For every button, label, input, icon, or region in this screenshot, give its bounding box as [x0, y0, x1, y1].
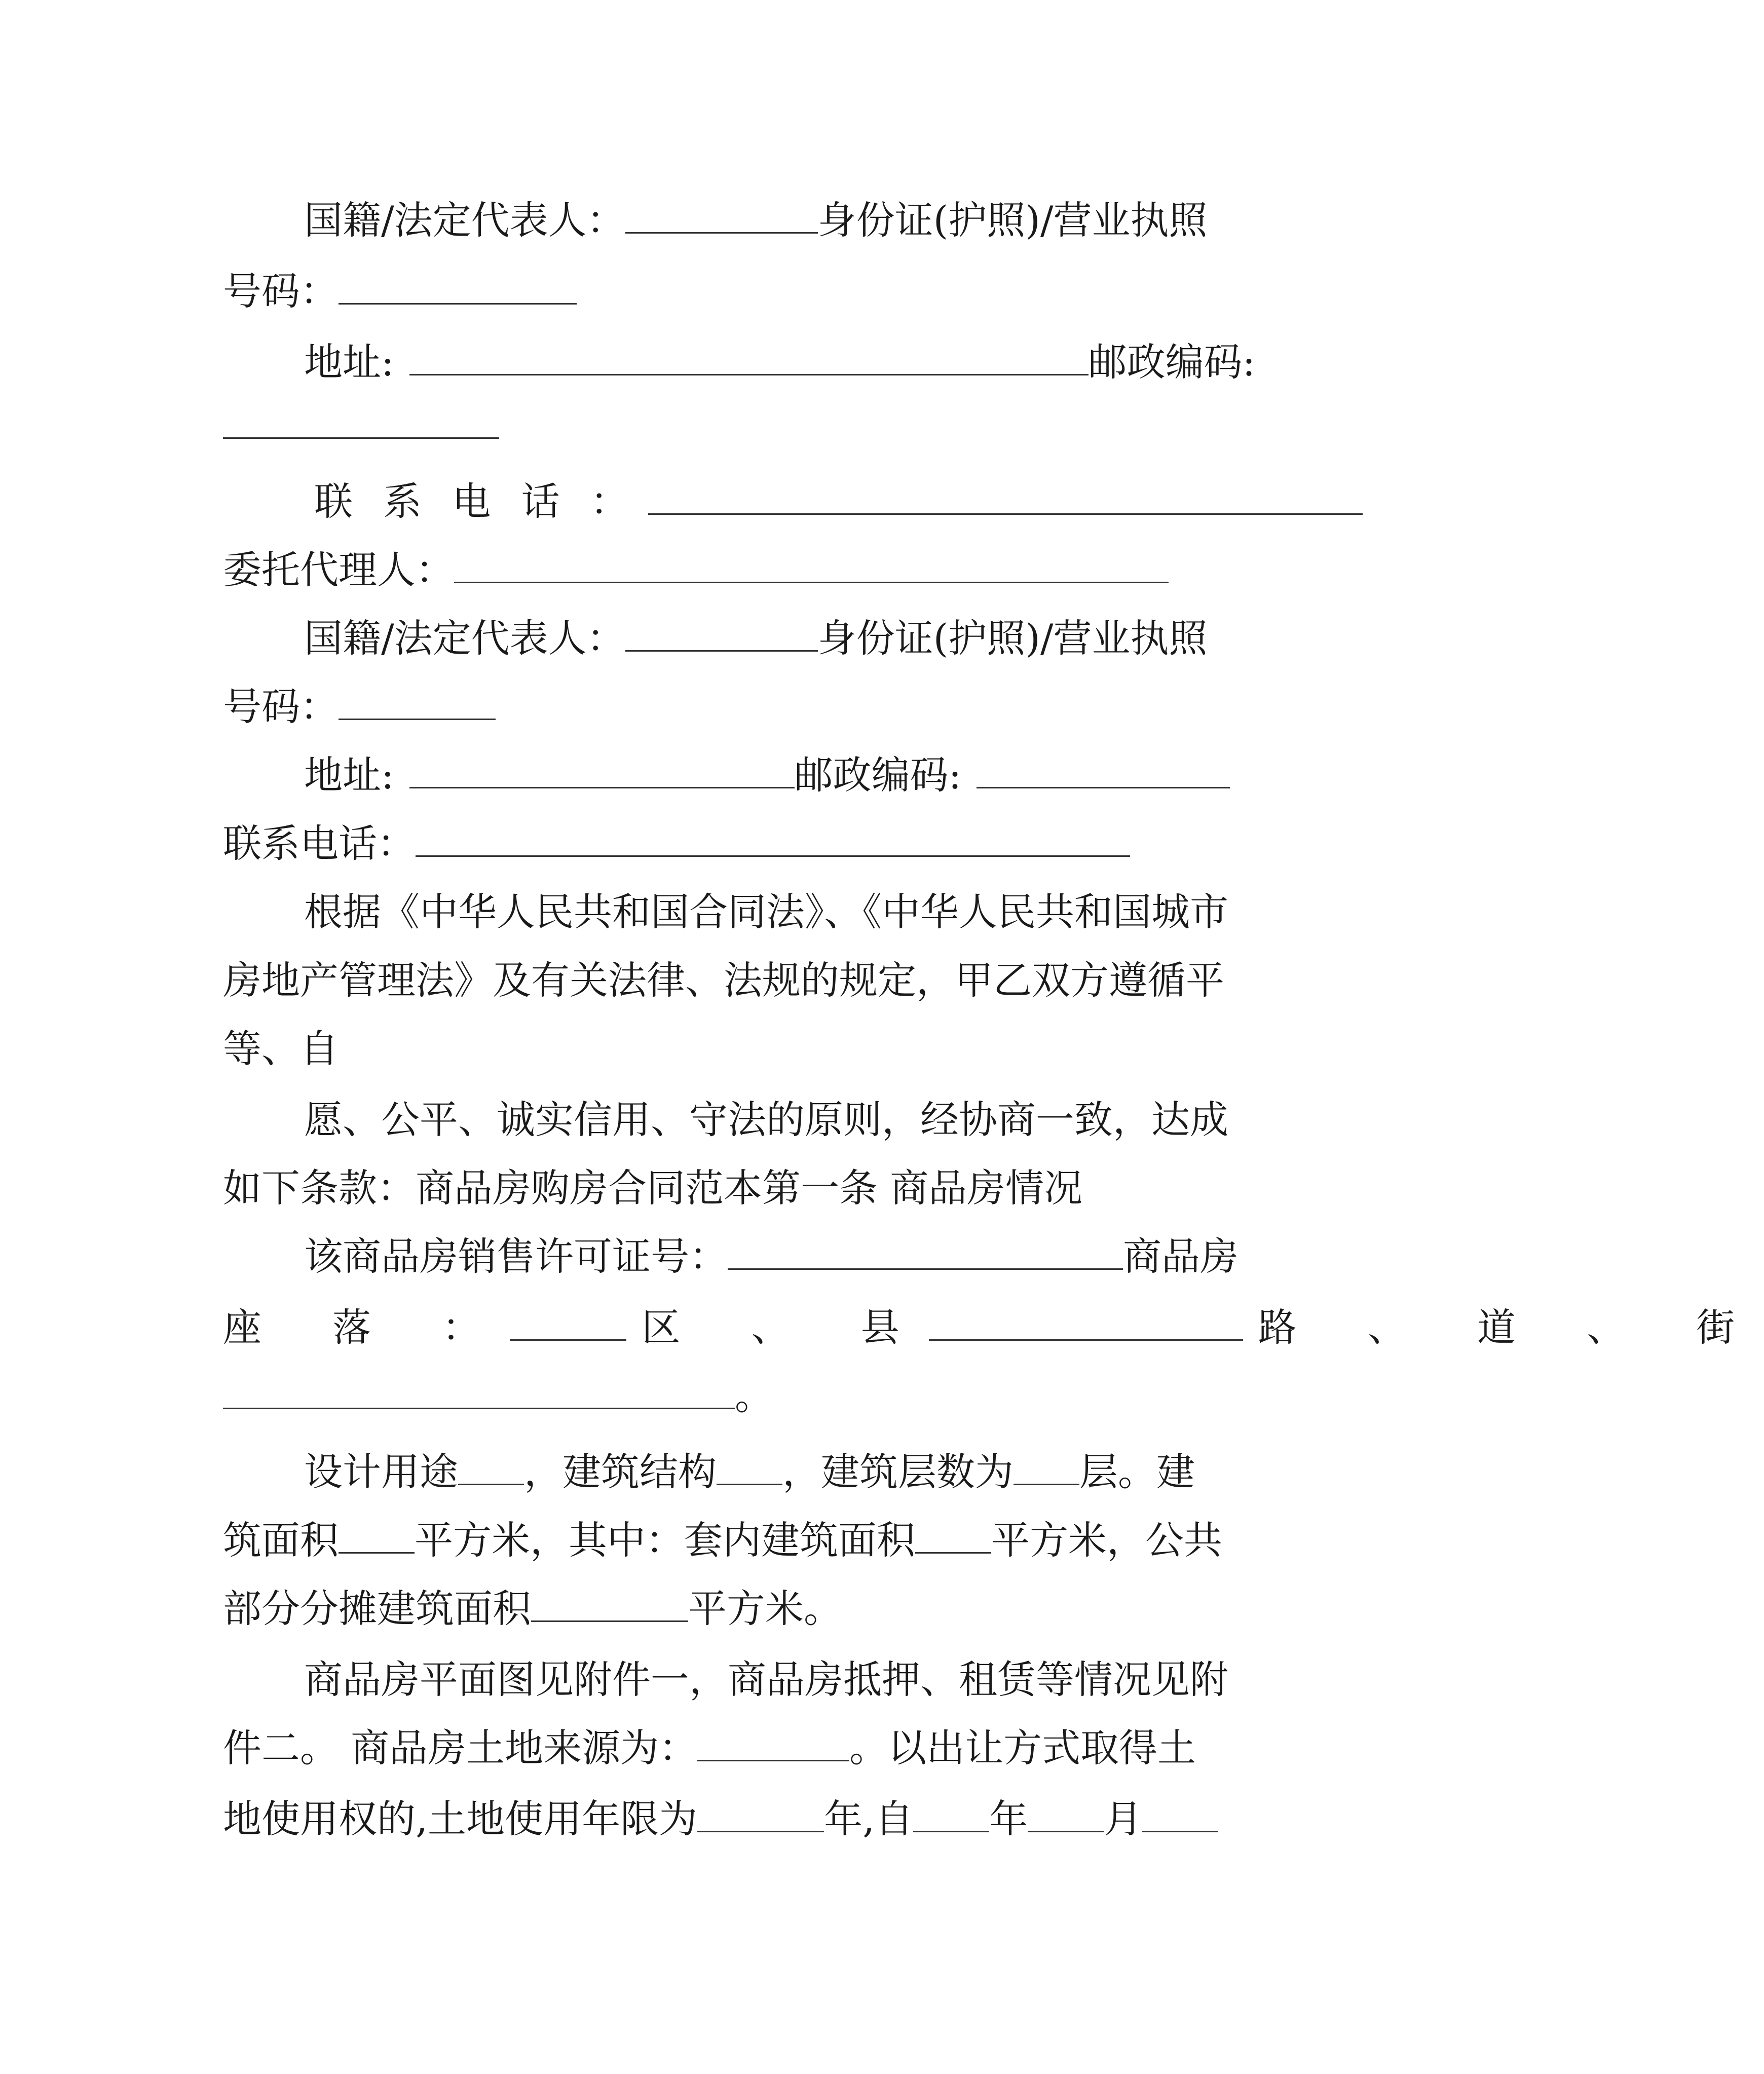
basis-paragraph-line-3 — [223, 1024, 339, 1074]
number-line-2 — [223, 682, 496, 732]
license-line — [304, 1231, 1238, 1282]
number-blank[interactable] — [339, 684, 496, 720]
phone-label: 联 系 电 话 ： — [314, 479, 638, 524]
address-label: 地址: — [304, 340, 394, 385]
usage-blank[interactable] — [458, 1449, 524, 1485]
area-line — [223, 1515, 1222, 1566]
postcode-line-1 — [223, 400, 499, 451]
phone-label: 联系电话： — [223, 821, 416, 866]
paragraph-text: 等、自 — [223, 1026, 339, 1071]
location-label: 座 落 ： — [223, 1305, 510, 1350]
street-line — [223, 1371, 773, 1421]
inner-area-label: 平方米，其中：套内建筑面积 — [415, 1518, 915, 1563]
phone-line-1 — [314, 476, 1363, 527]
basis-paragraph-line-2 — [223, 955, 1224, 1006]
address-line-1 — [304, 337, 1255, 388]
postcode-blank[interactable] — [223, 403, 499, 439]
id-label: 身份证(护照)/营业执照 — [817, 198, 1208, 243]
year-label: 年 — [989, 1796, 1028, 1841]
district-blank[interactable] — [510, 1305, 626, 1341]
number-blank[interactable] — [339, 269, 577, 305]
land-term-label: 地使用权的,土地使用年限为 — [223, 1796, 698, 1841]
agent-blank[interactable] — [454, 547, 1169, 583]
nationality-label: 国籍/法定代表人： — [304, 616, 625, 661]
paragraph-text: 商品房平面图见附件一，商品房抵押、租赁等情况见附 — [304, 1657, 1228, 1702]
nationality-line-1 — [304, 195, 1208, 246]
address-blank[interactable] — [409, 752, 795, 788]
district-label: 区 、 县 — [642, 1305, 929, 1350]
paragraph-text: 愿、公平、诚实信用、守法的原则，经协商一致，达成 — [304, 1097, 1228, 1142]
address-label: 地址: — [304, 752, 394, 798]
structure-blank[interactable] — [717, 1449, 782, 1485]
floors-suffix: 层。建 — [1079, 1449, 1195, 1494]
address-line-2 — [304, 750, 1230, 801]
area-blank[interactable] — [339, 1518, 415, 1554]
shared-area-suffix: 平方米。 — [688, 1586, 842, 1631]
street-blank[interactable] — [223, 1373, 735, 1409]
month-label: 月 — [1104, 1796, 1143, 1841]
nationality-label: 国籍/法定代表人： — [304, 198, 625, 243]
license-blank[interactable] — [728, 1234, 1123, 1270]
nationality-blank[interactable] — [625, 198, 818, 234]
principle-paragraph-line-2 — [223, 1163, 1082, 1214]
land-source-line — [223, 1723, 1196, 1774]
paragraph-text: 根据《中华人民共和国合同法》、《中华人民共和国城市 — [304, 889, 1228, 934]
usage-line — [304, 1447, 1195, 1497]
structure-label: ，建筑结构 — [524, 1449, 717, 1494]
year-blank[interactable] — [913, 1796, 989, 1832]
land-term-line — [223, 1794, 1218, 1844]
road-label: 路 、 道 、 街 — [1258, 1305, 1764, 1350]
road-blank[interactable] — [929, 1305, 1243, 1341]
nationality-line-2 — [304, 613, 1208, 664]
license-label: 该商品房销售许可证号： — [304, 1234, 728, 1279]
agent-line — [223, 545, 1169, 595]
phone-blank[interactable] — [648, 479, 1363, 515]
nationality-blank[interactable] — [625, 616, 818, 652]
phone-line-2 — [223, 818, 1130, 869]
location-line — [223, 1302, 1764, 1353]
shared-area-label: 部分分摊建筑面积 — [223, 1586, 531, 1631]
paragraph-text: 房地产管理法》及有关法律、法规的规定，甲乙双方遵循平 — [223, 958, 1224, 1003]
transfer-label: 。以出让方式取得土 — [849, 1725, 1196, 1770]
number-label: 号码： — [223, 269, 339, 314]
from-label: 年,自 — [824, 1796, 914, 1841]
floorplan-line — [304, 1654, 1228, 1705]
phone-blank[interactable] — [416, 821, 1130, 857]
inner-area-blank[interactable] — [915, 1518, 991, 1554]
day-blank[interactable] — [1142, 1796, 1218, 1832]
floors-label: ，建筑层数为 — [782, 1449, 1014, 1494]
public-label: 平方米，公共 — [991, 1518, 1222, 1563]
month-blank[interactable] — [1028, 1796, 1104, 1832]
commercial-housing-label: 商品房 — [1123, 1234, 1238, 1279]
address-blank[interactable] — [409, 340, 1089, 375]
period-mark: 。 — [735, 1373, 773, 1418]
basis-paragraph-line-1 — [304, 887, 1228, 937]
shared-area-line — [223, 1583, 842, 1634]
years-blank[interactable] — [697, 1796, 824, 1832]
paragraph-text: 如下条款：商品房购房合同范本第一条 商品房情况 — [223, 1165, 1083, 1211]
number-label: 号码： — [223, 684, 339, 729]
id-label: 身份证(护照)/营业执照 — [817, 616, 1208, 661]
floors-blank[interactable] — [1014, 1449, 1079, 1485]
postcode-label: 邮政编码: — [1088, 340, 1256, 385]
usage-label: 设计用途 — [304, 1449, 458, 1494]
postcode-blank[interactable] — [977, 752, 1230, 788]
land-source-label: 件二。 商品房土地来源为： — [223, 1725, 698, 1770]
number-line-1 — [223, 266, 577, 317]
agent-label: 委托代理人： — [223, 547, 454, 592]
land-source-blank[interactable] — [697, 1725, 849, 1761]
area-label: 筑面积 — [223, 1518, 339, 1563]
postcode-label: 邮政编码: — [794, 752, 962, 798]
principle-paragraph-line-1 — [304, 1095, 1228, 1145]
shared-area-blank[interactable] — [531, 1586, 688, 1622]
